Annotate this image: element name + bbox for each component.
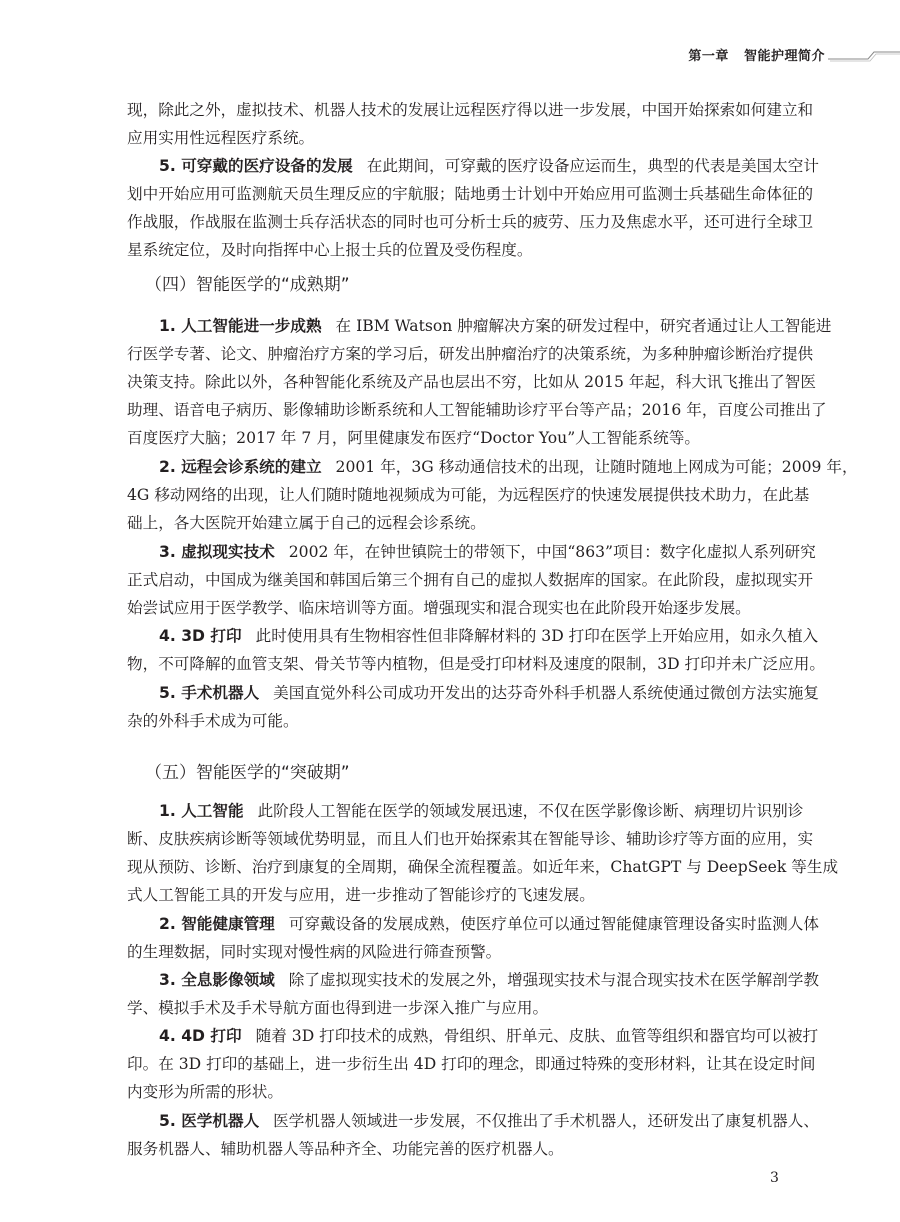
text-line [127, 966, 819, 994]
line-text: 此阶段人工智能在医学的领域发展迅速，不仅在医学影像诊断、病理切片识别诊 [257, 802, 804, 820]
line-text: 现，除此之外，虚拟技术、机器人技术的发展让远程医疗得以进一步发展，中国开始探索如何建立和 [127, 101, 814, 119]
line-text: 学、模拟手术及手术导航方面也得到进一步深入推广与应用。 [127, 999, 549, 1017]
line-text: 应用实用性远程医疗系统。 [127, 129, 315, 147]
line-text: 2002 年，在钟世镇院士的带领下，中国“863”项目：数字化虚拟人系列研究 [288, 543, 816, 561]
header-decoration [828, 50, 900, 64]
paragraph [127, 152, 819, 264]
text-line [127, 594, 776, 622]
line-text: 随着 3D 打印技术的成熟，骨组织、肝单元、皮肤、血管等组织和器官均可以被打 [255, 1027, 819, 1045]
chapter-title: 智能护理简介 [743, 49, 825, 64]
section-heading: （五）智能医学的“突破期” [145, 763, 350, 783]
text-line [127, 1022, 819, 1050]
line-text: 础上，各大医院开始建立属于自己的远程会诊系统。 [127, 514, 486, 532]
text-line [127, 622, 819, 650]
paragraph-lead: 3. 全息影像领域 [159, 971, 275, 989]
line-text: 医学机器人领域进一步发展，不仅推出了手术机器人，还研发出了康复机器人、 [273, 1112, 819, 1130]
line-text: 服务机器人、辅助机器人等品种齐全、功能完善的医疗机器人。 [127, 1140, 564, 1158]
text-line [127, 509, 776, 537]
text-line [127, 340, 814, 368]
line-text: 杂的外科手术成为可能。 [127, 712, 299, 730]
paragraph-lead: 5. 医学机器人 [159, 1112, 260, 1130]
paragraph [127, 797, 839, 909]
text-line [127, 650, 825, 678]
paragraph [127, 453, 858, 537]
line-text: 可穿戴设备的发展成熟，使医疗单位可以通过智能健康管理设备实时监测人体 [288, 915, 819, 933]
line-text: 星系统定位，及时向指挥中心上报士兵的位置及受伤程度。 [127, 241, 533, 259]
text-line [127, 481, 810, 509]
text-line [127, 1107, 819, 1135]
text-line [127, 1135, 776, 1163]
text-line [127, 825, 814, 853]
line-text: 划中开始应用可监测航天员生理反应的宇航服；陆地勇士计划中开始应用可监测士兵基础生命体征的 [127, 185, 814, 203]
text-line [127, 96, 814, 124]
line-text: 现从预防、诊断、治疗到康复的全周期，确保全流程覆盖。如近年来，ChatGPT 与 DeepSeek 等生成 [127, 858, 839, 876]
paragraph [127, 312, 832, 452]
paragraph-lead: 5. 手术机器人 [159, 684, 260, 702]
text-line [127, 994, 776, 1022]
paragraph [127, 96, 814, 152]
text-line [127, 566, 814, 594]
paragraph-lead: 1. 人工智能 [159, 802, 244, 820]
paragraph-lead: 2. 智能健康管理 [159, 915, 275, 933]
paragraph-lead: 5. 可穿戴的医疗设备的发展 [159, 157, 353, 175]
line-text: 2001 年，3G 移动通信技术的出现，让随时随地上网成为可能；2009 年， [335, 458, 858, 476]
line-text: 正式启动，中国成为继美国和韩国后第三个拥有自己的虚拟人数据库的国家。在此阶段，虚拟现实开 [127, 571, 814, 589]
paragraph [127, 910, 819, 966]
text-line [127, 424, 776, 452]
line-text: 4G 移动网络的出现，让人们随时随地视频成为可能，为远程医疗的快速发展提供技术助力，在此基 [127, 486, 810, 504]
paragraph [127, 622, 825, 678]
paragraph [127, 538, 816, 622]
line-text: 助理、语音电子病历、影像辅助诊断系统和人工智能辅助诊疗平台等产品；2016 年，百度公司推出了 [127, 401, 827, 419]
paragraph [127, 966, 819, 1022]
line-text: 百度医疗大脑；2017 年 7 月，阿里健康发布医疗“Doctor You”人工智能系统等。 [127, 429, 700, 447]
text-line [127, 1050, 816, 1078]
text-line [127, 453, 858, 481]
text-line [127, 312, 832, 340]
text-line [127, 124, 776, 152]
paragraph-lead: 1. 人工智能进一步成熟 [159, 317, 322, 335]
line-text: 除了虚拟现实技术的发展之外，增强现实技术与混合现实技术在医学解剖学教 [288, 971, 819, 989]
text-line [127, 881, 776, 909]
line-text: 决策支持。除此以外，各种智能化系统及产品也层出不穷，比如从 2015 年起，科大讯飞推出了智医 [127, 373, 816, 391]
line-text: 始尝试应用于医学教学、临床培训等方面。增强现实和混合现实也在此阶段开始逐步发展。 [127, 599, 751, 617]
line-text: 在 IBM Watson 肿瘤解决方案的研发过程中，研究者通过让人工智能进 [335, 317, 832, 335]
line-text: 作战服，作战服在监测士兵存活状态的同时也可分析士兵的疲劳、压力及焦虑水平，还可进行全球卫 [127, 213, 814, 231]
text-line [127, 1078, 776, 1106]
chapter-number: 第一章 [688, 49, 729, 64]
paragraph [127, 679, 819, 735]
text-line [127, 853, 839, 881]
text-line [127, 707, 776, 735]
text-line [127, 236, 776, 264]
paragraph [127, 1107, 819, 1163]
line-text: 美国直觉外科公司成功开发出的达芬奇外科手机器人系统使通过微创方法实施复 [273, 684, 819, 702]
text-line [127, 679, 819, 707]
line-text: 此时使用具有生物相容性但非降解材料的 3D 打印在医学上开始应用，如永久植入 [255, 627, 819, 645]
line-text: 物，不可降解的血管支架、骨关节等内植物，但是受打印材料及速度的限制，3D 打印并未广泛应用。 [127, 655, 825, 673]
line-text: 行医学专著、论文、肿瘤治疗方案的学习后，研发出肿瘤治疗的决策系统，为多种肿瘤诊断治疗提供 [127, 345, 814, 363]
text-line [127, 368, 816, 396]
paragraph [127, 1022, 819, 1106]
line-text: 断、皮肤疾病诊断等领域优势明显，而且人们也开始探索其在智能导诊、辅助诊疗等方面的应用，实 [127, 830, 814, 848]
line-text: 在此期间，可穿戴的医疗设备应运而生，典型的代表是美国太空计 [366, 157, 819, 175]
line-text: 印。在 3D 打印的基础上，进一步衍生出 4D 打印的理念，即通过特殊的变形材料，让其在设定时间 [127, 1055, 816, 1073]
line-text: 的生理数据，同时实现对慢性病的风险进行筛查预警。 [127, 943, 502, 961]
text-line [127, 938, 776, 966]
paragraph-lead: 4. 3D 打印 [159, 627, 242, 645]
text-line [127, 180, 814, 208]
text-line [127, 152, 819, 180]
section-heading: （四）智能医学的“成熟期” [145, 275, 350, 295]
text-line [127, 396, 827, 424]
running-header [688, 45, 825, 64]
text-line [127, 797, 804, 825]
page-number: 3 [770, 1170, 779, 1186]
paragraph-lead: 2. 远程会诊系统的建立 [159, 458, 322, 476]
text-line [127, 538, 816, 566]
line-text: 式人工智能工具的开发与应用，进一步推动了智能诊疗的飞速发展。 [127, 886, 595, 904]
paragraph-lead: 3. 虚拟现实技术 [159, 543, 275, 561]
line-text: 内变形为所需的形状。 [127, 1083, 283, 1101]
text-line [127, 910, 819, 938]
paragraph-lead: 4. 4D 打印 [159, 1027, 242, 1045]
text-line [127, 208, 814, 236]
